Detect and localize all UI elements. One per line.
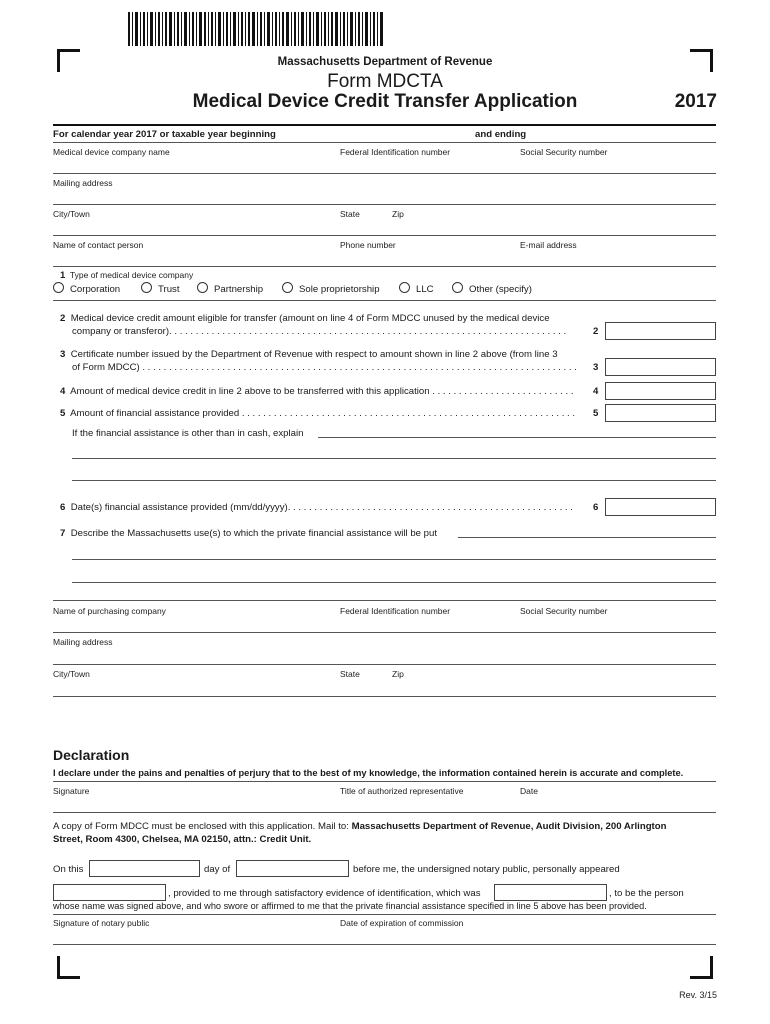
rule bbox=[53, 664, 716, 665]
signature-label: Signature bbox=[53, 786, 90, 796]
mail-instructions bbox=[53, 821, 666, 832]
option-other[interactable] bbox=[452, 282, 532, 295]
line7-text bbox=[60, 528, 437, 539]
contact-name-label: Name of contact person bbox=[53, 240, 144, 250]
radio-icon bbox=[197, 282, 208, 293]
company-ssn-label: Social Security number bbox=[520, 147, 608, 157]
purchaser-zip-label: Zip bbox=[392, 669, 404, 679]
line1-label bbox=[60, 270, 193, 281]
notary-day-field[interactable] bbox=[89, 860, 200, 877]
line7-number: 7 bbox=[60, 528, 66, 539]
line3-text-a bbox=[60, 349, 558, 360]
period-ending-label: and ending bbox=[475, 129, 527, 140]
line5-explain-line-1[interactable] bbox=[318, 437, 716, 438]
email-label: E-mail address bbox=[520, 240, 577, 250]
line4-box-number: 4 bbox=[593, 386, 599, 397]
notary-month-field[interactable] bbox=[236, 860, 349, 877]
rule bbox=[53, 204, 716, 205]
option-label: Sole proprietorship bbox=[299, 284, 380, 295]
title-label: Title of authorized representative bbox=[340, 786, 464, 796]
rule bbox=[53, 142, 716, 143]
corner-mark-bottom-right bbox=[690, 956, 713, 979]
tax-year: 2017 bbox=[674, 91, 717, 112]
header-rule bbox=[53, 124, 716, 126]
rule bbox=[53, 944, 716, 945]
line7-describe-line-1[interactable] bbox=[458, 537, 716, 538]
purchaser-ssn-label: Social Security number bbox=[520, 606, 608, 616]
option-label: LLC bbox=[416, 284, 434, 295]
mail-address-a: Massachusetts Department of Revenue, Audit Division, 200 Arlington bbox=[351, 821, 667, 832]
company-zip-label: Zip bbox=[392, 209, 404, 219]
notary-to-be: , to be the person bbox=[609, 888, 684, 899]
company-name-label: Medical device company name bbox=[53, 147, 170, 157]
option-partnership[interactable] bbox=[197, 282, 263, 295]
rule bbox=[53, 781, 716, 782]
notary-id-field[interactable] bbox=[494, 884, 607, 901]
radio-icon bbox=[141, 282, 152, 293]
line1-text: Type of medical device company bbox=[69, 270, 194, 280]
line6-number: 6 bbox=[60, 502, 66, 513]
line5-box-number: 5 bbox=[593, 408, 599, 419]
rule bbox=[53, 266, 716, 267]
notary-on-this: On this bbox=[53, 864, 84, 875]
line2-text-b: company or transferor). . . . . . . . . . . . . . . . . . . . . . . . . . . . . . . . . . . . . . . . . . . . . . . . . . . . . . . . . . . . . . . . . . . . . . . . . . . bbox=[72, 326, 567, 337]
option-label: Partnership bbox=[214, 284, 264, 295]
line2-text-a bbox=[60, 313, 550, 324]
notary-provided: , provided to me through satisfactory evidence of identification, which was bbox=[168, 888, 481, 899]
rule bbox=[53, 696, 716, 697]
line6-text bbox=[60, 502, 590, 513]
radio-icon bbox=[399, 282, 410, 293]
option-label: Other (specify) bbox=[469, 284, 532, 295]
line7-describe-line-3[interactable] bbox=[72, 582, 716, 583]
line5-explain-label: If the financial assistance is other than in cash, explain bbox=[72, 428, 304, 439]
purchaser-city-label: City/Town bbox=[53, 669, 90, 679]
notary-before-me: before me, the undersigned notary public, personally appeared bbox=[353, 864, 620, 875]
corner-mark-bottom-left bbox=[57, 956, 80, 979]
notary-person-field[interactable] bbox=[53, 884, 166, 901]
rule bbox=[53, 173, 716, 174]
notary-whose-name: whose name was signed above, and who swore or affirmed to me that the private financial assistance specified in line 5 above has been provided. bbox=[53, 901, 647, 911]
rule bbox=[53, 812, 716, 813]
line4-number: 4 bbox=[60, 386, 66, 397]
line3-text-b: of Form MDCC) . . . . . . . . . . . . . . . . . . . . . . . . . . . . . . . . . . . . . . . . . . . . . . . . . . . . . . . . . . . . . . . . . . . . . . . . . . . . . . . . . . bbox=[72, 362, 577, 373]
option-sole-proprietorship[interactable] bbox=[282, 282, 380, 295]
line5-label: Amount of financial assistance provided . . . . . . . . . . . . . . . . . . . . . . . . . . . . . . . . . . . . . . . . . . . . . . . . . . . . . . . . . . . . . . . bbox=[70, 408, 576, 419]
line4-text bbox=[60, 386, 590, 397]
line3-number: 3 bbox=[60, 349, 66, 360]
period-beginning-label: For calendar year 2017 or taxable year beginning bbox=[53, 129, 276, 140]
option-llc[interactable] bbox=[399, 282, 434, 295]
line2-amount-field[interactable] bbox=[605, 322, 716, 340]
notary-expiration-label: Date of expiration of commission bbox=[340, 918, 464, 928]
option-label: Corporation bbox=[70, 284, 121, 295]
line7-describe-line-2[interactable] bbox=[72, 559, 716, 560]
declaration-heading: Declaration bbox=[53, 747, 130, 763]
line5-number: 5 bbox=[60, 408, 66, 419]
line3-box-number: 3 bbox=[593, 362, 599, 373]
purchaser-name-label: Name of purchasing company bbox=[53, 606, 166, 616]
line5-amount-field[interactable] bbox=[605, 404, 716, 422]
line4-amount-field[interactable] bbox=[605, 382, 716, 400]
rule bbox=[53, 914, 716, 915]
company-city-label: City/Town bbox=[53, 209, 90, 219]
line6-label: Date(s) financial assistance provided (mm/dd/yyyy). . . . . . . . . . . . . . . . . . . . . . . . . . . . . . . . . . . . . . . . . . . . . . . . . . . . . . bbox=[70, 502, 573, 513]
line2-box-number: 2 bbox=[593, 326, 599, 337]
line6-date-field[interactable] bbox=[605, 498, 716, 516]
line5-explain-line-2[interactable] bbox=[72, 458, 716, 459]
mail-intro: A copy of Form MDCC must be enclosed with this application. Mail to: bbox=[53, 821, 352, 832]
line4-label: Amount of medical device credit in line 2 above to be transferred with this application . . . . . . . . . . . . . . . . . . . . . . . . . . . bbox=[70, 386, 574, 397]
option-corporation[interactable] bbox=[53, 282, 120, 295]
line5-explain-line-3[interactable] bbox=[72, 480, 716, 481]
rule bbox=[53, 235, 716, 236]
line3-text: Certificate number issued by the Department of Revenue with respect to amount shown in line 2 above (from line 3 bbox=[70, 349, 558, 360]
date-label: Date bbox=[520, 786, 538, 796]
notary-signature-label: Signature of notary public bbox=[53, 918, 150, 928]
department-name: Massachusetts Department of Revenue bbox=[277, 56, 493, 68]
revision-label: Rev. 3/15 bbox=[679, 990, 717, 1000]
rule bbox=[53, 632, 716, 633]
line5-text bbox=[60, 408, 590, 419]
radio-icon bbox=[282, 282, 293, 293]
option-trust[interactable] bbox=[141, 282, 180, 295]
line6-box-number: 6 bbox=[593, 502, 599, 513]
line3-certificate-field[interactable] bbox=[605, 358, 716, 376]
line1-number: 1 bbox=[60, 270, 66, 281]
mail-address-b: Street, Room 4300, Chelsea, MA 02150, attn.: Credit Unit. bbox=[53, 834, 312, 845]
phone-label: Phone number bbox=[340, 240, 396, 250]
barcode bbox=[128, 12, 384, 48]
declaration-statement: I declare under the pains and penalties of perjury that to the best of my knowledge, the information contained herein is accurate and complete. bbox=[53, 768, 684, 778]
form-title: Medical Device Credit Transfer Application bbox=[192, 91, 578, 112]
radio-icon bbox=[53, 282, 64, 293]
purchaser-mailing-label: Mailing address bbox=[53, 637, 113, 647]
company-mailing-label: Mailing address bbox=[53, 178, 113, 188]
option-label: Trust bbox=[158, 284, 180, 295]
form-id: Form MDCTA bbox=[327, 71, 443, 92]
notary-day-of: day of bbox=[204, 864, 231, 875]
purchaser-fid-label: Federal Identification number bbox=[340, 606, 451, 616]
rule bbox=[53, 600, 716, 601]
line2-number: 2 bbox=[60, 313, 66, 324]
line2-text: Medical device credit amount eligible for transfer (amount on line 4 of Form MDCC unused by the medical device bbox=[70, 313, 550, 324]
line7-label: Describe the Massachusetts use(s) to which the private financial assistance will be put bbox=[70, 528, 438, 539]
rule bbox=[53, 300, 716, 301]
radio-icon bbox=[452, 282, 463, 293]
purchaser-state-label: State bbox=[340, 669, 360, 679]
company-fid-label: Federal Identification number bbox=[340, 147, 451, 157]
company-state-label: State bbox=[340, 209, 360, 219]
